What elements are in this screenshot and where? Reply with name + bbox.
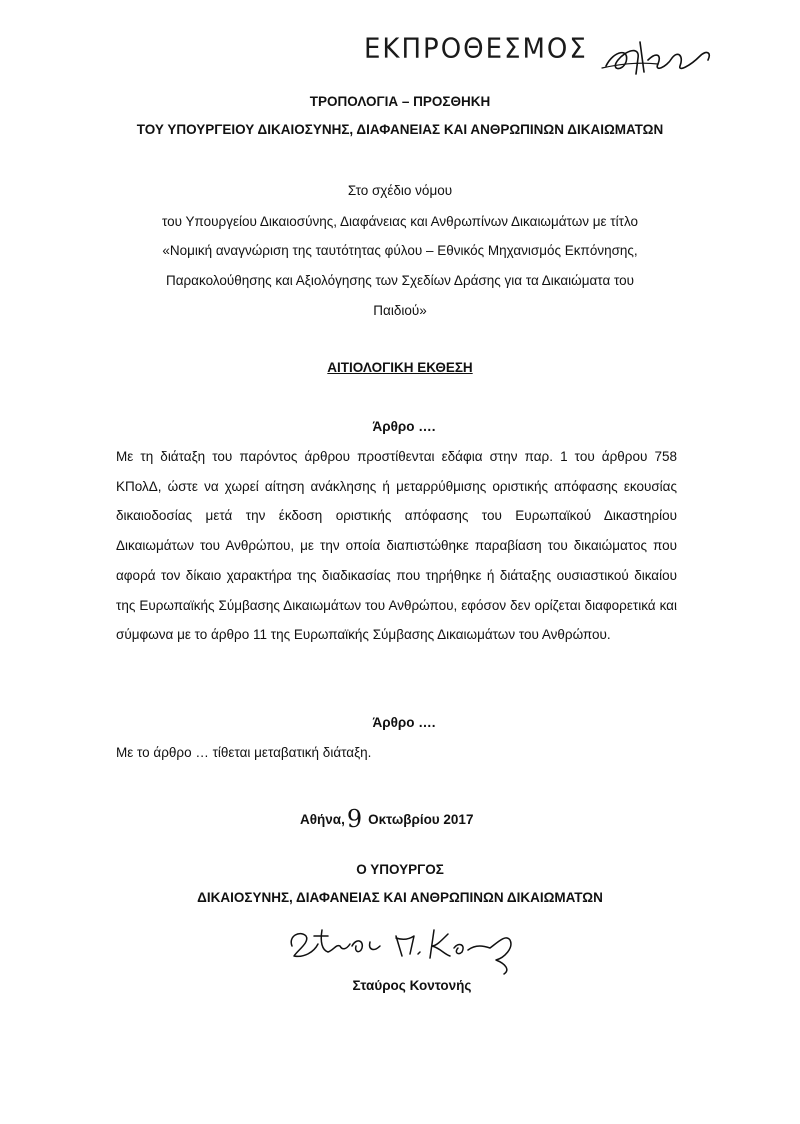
article-2-text: Με το άρθρο … τίθεται μεταβατική διάταξη. bbox=[116, 745, 372, 760]
signer-name: Σταύρος Κοντονής bbox=[352, 978, 472, 993]
article-1-body bbox=[116, 442, 677, 650]
intro-line-3: «Νομική αναγνώριση της ταυτότητας φύλου – Εθνικός Μηχανισμός Εκπόνησης, bbox=[162, 243, 638, 258]
title-line-2: ΤΟΥ ΥΠΟΥΡΓΕΙΟΥ ΔΙΚΑΙΟΣΥΝΗΣ, ΔΙΑΦΑΝΕΙΑΣ ΚΑΙ ΑΝΘΡΩΠΙΝΩΝ ΔΙΚΑΙΩΜΑΤΩΝ bbox=[136, 122, 664, 137]
article-2-title: Άρθρο …. bbox=[372, 715, 436, 730]
minister-title-line-1: Ο ΥΠΟΥΡΓΟΣ bbox=[356, 862, 444, 877]
article-1-text: Με τη διάταξη του παρόντος άρθρου προστίθενται εδάφια στην παρ. 1 του άρθρου 758 ΚΠολΔ, ώστε να χωρεί αίτηση ανάκλησης ή μεταρρύθμισης οριστικής απόφασης εκουσίας δικαιοδοσίας μετά την έκδοση οριστικής απόφασης του Ευρωπαϊκού Δικαστηρίου Δικαιωμάτων του Ανθρώπου, με την οποία διαπιστώθηκε παραβίαση του δικαιώματος που αφορά τον δίκαιο χαρακτήρα της διαδικασίας που τηρήθηκε ή διάταξης ουσιαστικού δικαίου της Ευρωπαϊκής Σύμβασης Δικαιωμάτων του Ανθρώπου, εφόσον δεν ορίζεται διαφορετικά και σύμφωνα με το άρθρο 11 της Ευρωπαϊκής Σύμβασης Δικαιωμάτων του Ανθρώπου. bbox=[116, 449, 677, 643]
minister-title-line-2: ΔΙΚΑΙΟΣΥΝΗΣ, ΔΙΑΦΑΝΕΙΑΣ ΚΑΙ ΑΝΘΡΩΠΙΝΩΝ ΔΙΚΑΙΩΜΑΤΩΝ bbox=[197, 890, 603, 905]
article-2-body bbox=[116, 738, 677, 768]
date-day-handwritten: 9 bbox=[346, 805, 363, 833]
late-submission-stamp: ΕΚΠΡΟΘΕΣΜΟΣ bbox=[364, 33, 588, 65]
article-1-title: Άρθρο …. bbox=[372, 419, 436, 434]
intro-line-2: του Υπουργείου Δικαιοσύνης, Διαφάνειας και Ανθρωπίνων Δικαιωμάτων με τίτλο bbox=[161, 214, 639, 229]
minister-signature bbox=[284, 916, 524, 976]
date-line bbox=[300, 802, 474, 833]
section-heading: ΑΙΤΙΟΛΟΓΙΚΗ ΕΚΘΕΣΗ bbox=[327, 360, 473, 375]
date-month-year: Οκτωβρίου 2017 bbox=[368, 812, 474, 827]
intro-line-1: Στο σχέδιο νόμου bbox=[347, 183, 453, 198]
intro-line-5: Παιδιού» bbox=[373, 303, 427, 318]
date-city: Αθήνα, bbox=[300, 812, 345, 827]
intro-line-4: Παρακολούθησης και Αξιολόγησης των Σχεδίων Δράσης για τα Δικαιώματα του bbox=[165, 273, 635, 288]
title-line-1: ΤΡΟΠΟΛΟΓΙΑ – ΠΡΟΣΘΗΚΗ bbox=[309, 94, 491, 109]
initials-signature bbox=[600, 38, 720, 82]
